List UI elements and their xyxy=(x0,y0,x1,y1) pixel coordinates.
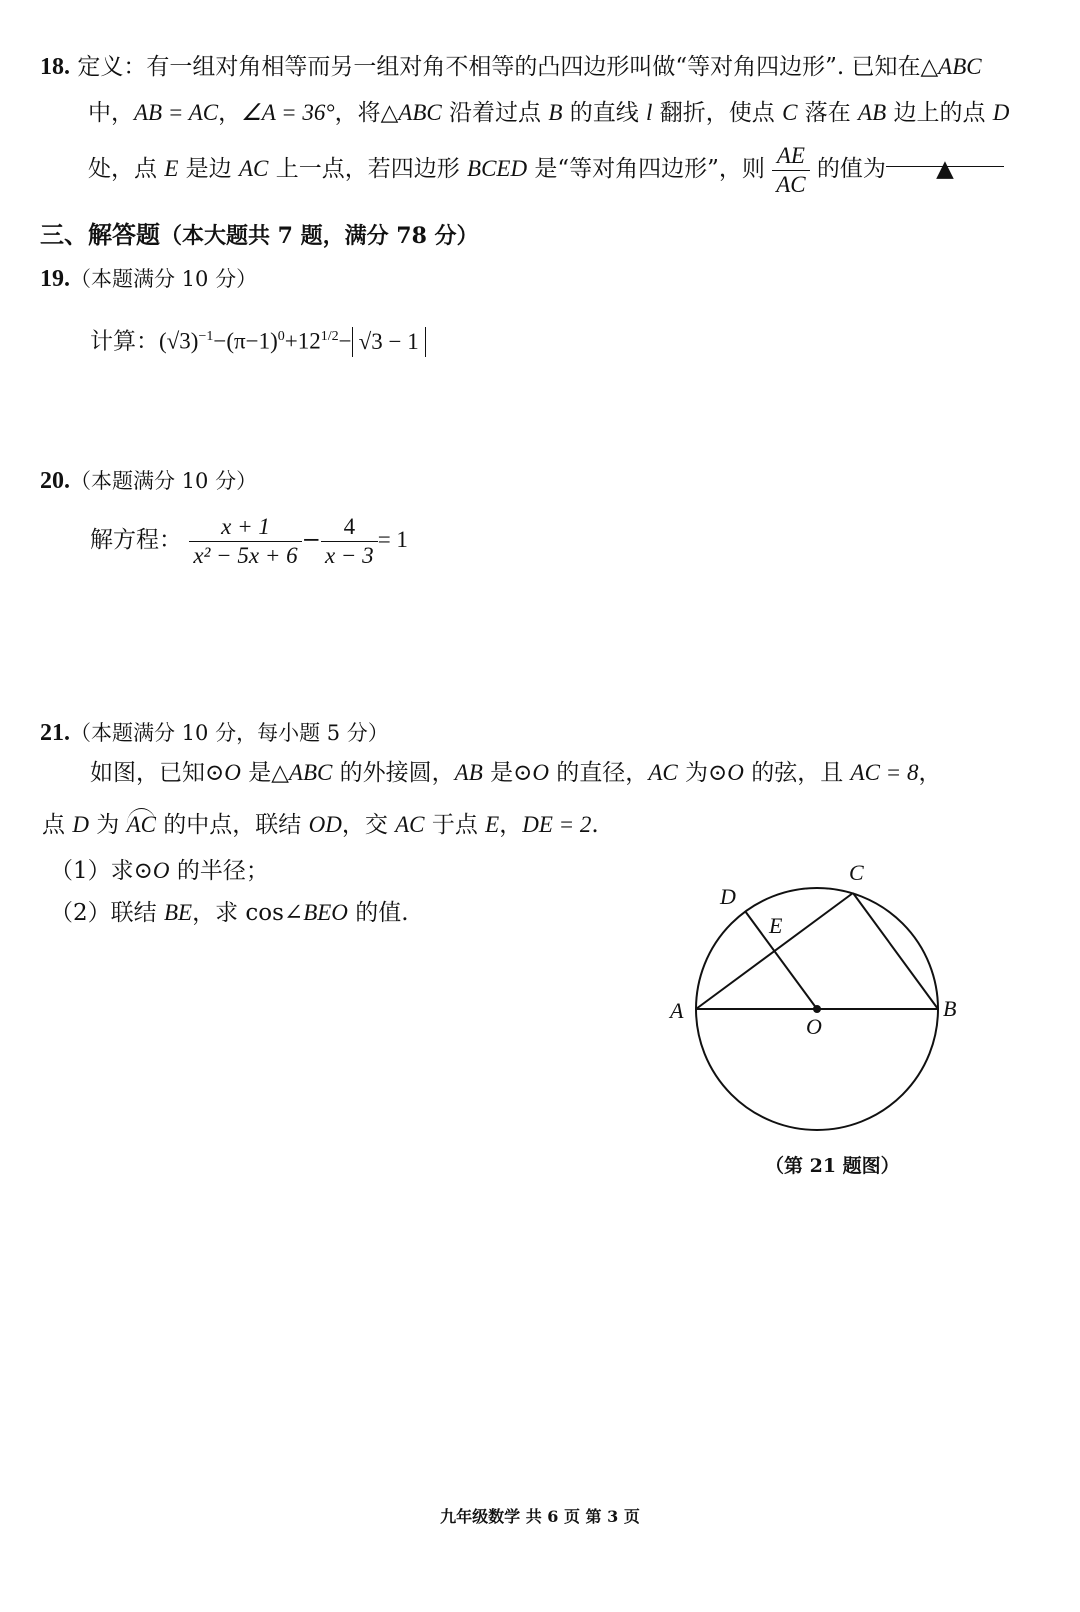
segment-cb xyxy=(853,893,938,1009)
expr-term: −(π−1) xyxy=(213,328,278,354)
absolute-value: √3 − 1 xyxy=(352,327,426,357)
q18-text: 的值为 xyxy=(816,156,886,182)
triangle-marker-icon: ▲ xyxy=(936,156,954,182)
q18-text: ， xyxy=(218,100,242,126)
expr-exponent: 1/2 xyxy=(320,329,339,344)
q18-text: 处，点 xyxy=(88,156,165,182)
section-note: （本大题共 7 题，满分 78 分） xyxy=(160,223,479,249)
triangle-symbol: △ xyxy=(920,54,939,80)
q20-number: 20. xyxy=(40,468,70,494)
q21-text: 的中点，联结 xyxy=(155,812,309,838)
q18-text: 上一点，若四边形 xyxy=(268,156,468,182)
q18-text: 翻折，使点 xyxy=(652,100,783,126)
q21-text: 如图，已知⊙ xyxy=(90,760,225,786)
q18-var: E xyxy=(164,156,179,181)
q21-text: 是△ xyxy=(240,760,289,786)
center-point-o xyxy=(813,1005,821,1013)
q18-var: l xyxy=(646,100,653,125)
q21-text: 的直径， xyxy=(549,760,649,786)
q18-math: ∠A = 36° xyxy=(241,100,335,125)
q18-var: BCED xyxy=(467,156,528,181)
equation-rhs: = 1 xyxy=(377,527,408,552)
q18-text: 中， xyxy=(88,100,134,126)
q21-var: AC xyxy=(395,812,425,837)
q21-var: O xyxy=(727,760,744,785)
q19-label: 计算： xyxy=(90,328,159,355)
expr-exponent: −1 xyxy=(198,329,214,344)
q21-var: OD xyxy=(308,812,342,837)
expr-term: (√3) xyxy=(159,328,199,354)
q18-math: AB = AC xyxy=(134,100,219,125)
q21-var: O xyxy=(152,858,170,883)
q18-var: AB xyxy=(858,100,887,125)
q18-text: 沿着过点 xyxy=(441,100,549,126)
q21-text: 为 xyxy=(88,812,127,838)
q18-var: ABC xyxy=(398,100,442,125)
q21-math: AC = 8 xyxy=(850,760,919,785)
q18-var: D xyxy=(992,100,1010,125)
q18-text: 边上的点 xyxy=(886,100,993,126)
q19-number: 19. xyxy=(40,266,70,292)
label-d: D xyxy=(720,884,736,909)
expr-term: − xyxy=(338,328,352,354)
q21-var: BE xyxy=(163,900,193,925)
q21-number: 21. xyxy=(40,720,70,746)
figure-caption: （第 21 题图） xyxy=(765,1155,900,1177)
section-title: 三、解答题 xyxy=(40,220,160,249)
q18-text: ，将△ xyxy=(334,100,399,126)
q21-text: ，求 cos∠ xyxy=(192,900,304,926)
q21-score: （本题满分 10 分，每小题 5 分） xyxy=(70,721,389,745)
q18-var: AC xyxy=(239,156,269,181)
fraction-numerator: x + 1 xyxy=(189,513,301,542)
q21-var: E xyxy=(485,812,500,837)
q21-text: ， xyxy=(499,812,523,838)
q20-score: （本题满分 10 分） xyxy=(70,469,258,493)
q21-text: 的半径； xyxy=(169,858,269,884)
fraction-denominator: x − 3 xyxy=(324,542,374,568)
q18-text: 定义：有一组对角相等而另一组对角不相等的凸四边形叫做“等对角四边形”. 已知在 xyxy=(77,54,921,80)
q21-text: ， xyxy=(918,760,942,786)
q21-text: 于点 xyxy=(424,812,486,838)
q18-text: 是边 xyxy=(178,156,239,182)
fraction-numerator: AE xyxy=(772,142,809,171)
q21-var: O xyxy=(532,760,549,785)
q21-var: O xyxy=(224,760,241,785)
expr-exponent: 0 xyxy=(277,329,285,344)
arc-ac: AC xyxy=(127,808,156,840)
q21-var: AC xyxy=(648,760,678,785)
fraction-numerator: 4 xyxy=(321,513,378,542)
q20-label: 解方程： xyxy=(90,527,182,553)
page-footer: 九年级数学 共 6 页 第 3 页 xyxy=(440,1507,640,1526)
q21-text: （2）联结 xyxy=(50,900,164,926)
q21-var: BEO xyxy=(303,900,348,925)
fraction-denominator: AC xyxy=(776,171,806,197)
q21-var: D xyxy=(72,812,89,837)
q19-score: （本题满分 10 分） xyxy=(70,267,258,291)
q21-text: （1）求⊙ xyxy=(50,858,153,884)
q21-text: 是⊙ xyxy=(482,760,533,786)
minus-sign: − xyxy=(301,527,321,553)
q21-text: . xyxy=(591,812,599,838)
q18-number: 18. xyxy=(40,54,70,80)
label-b: B xyxy=(943,996,957,1021)
label-a: A xyxy=(670,998,684,1023)
q21-text: 为⊙ xyxy=(677,760,728,786)
q18-var: B xyxy=(548,100,563,125)
q18-var: C xyxy=(782,100,798,125)
label-c: C xyxy=(849,860,864,885)
label-e: E xyxy=(769,913,783,938)
q18-text: 落在 xyxy=(797,100,859,126)
q21-text: 的值. xyxy=(347,900,409,926)
q18-text: 是“等对角四边形”，则 xyxy=(527,156,765,182)
label-o: O xyxy=(806,1014,822,1039)
q21-math: DE = 2 xyxy=(522,812,592,837)
q21-text: ，交 xyxy=(341,812,396,838)
q21-text: 点 xyxy=(42,812,73,838)
q21-text: 的外接圆， xyxy=(332,760,455,786)
q18-text: 的直线 xyxy=(562,100,647,126)
q18-var: ABC xyxy=(938,54,982,79)
q21-var: ABC xyxy=(288,760,333,785)
expr-term: +12 xyxy=(284,328,321,354)
fraction-denominator: x² − 5x + 6 xyxy=(193,542,298,568)
q21-var: AB xyxy=(454,760,483,785)
q21-text: 的弦，且 xyxy=(743,760,851,786)
